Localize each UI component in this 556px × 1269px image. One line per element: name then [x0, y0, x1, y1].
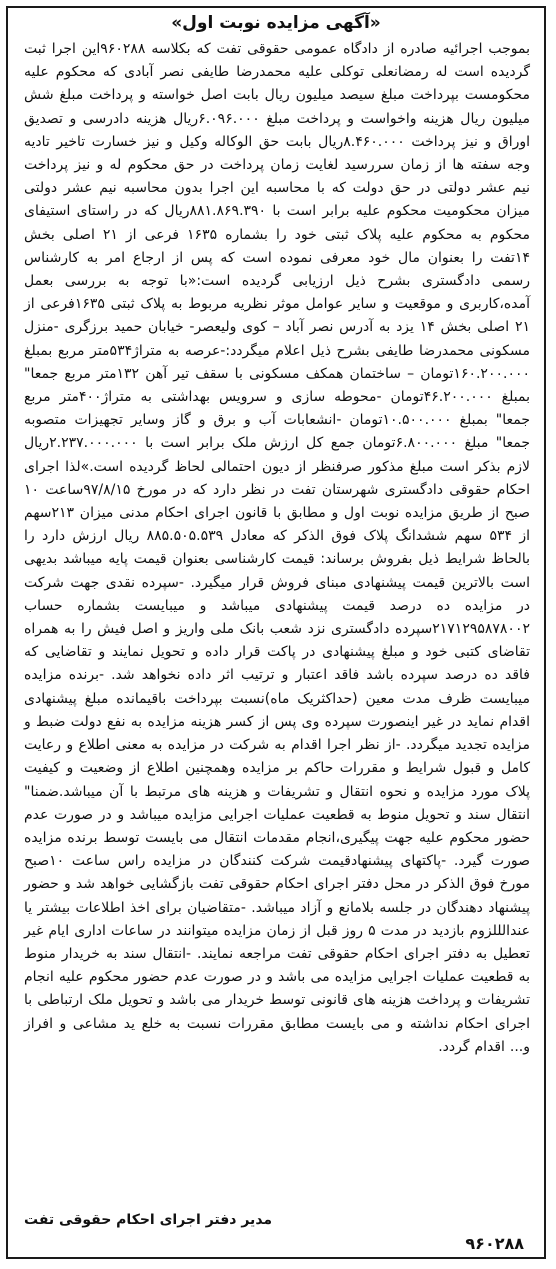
- notice-title: «آگهی مزایده نوبت اول»: [171, 13, 381, 33]
- notice-frame: [6, 6, 546, 1259]
- notice-signature: مدیر دفتر اجرای احکام حقوقی تفت: [24, 1212, 273, 1228]
- notice-case-code: ۹۶۰۲۸۸: [465, 1234, 524, 1253]
- notice-body: بموجب اجرائیه صادره از دادگاه عمومی حقوقی تفت که بکلاسه ۹۶۰۲۸۸این اجرا ثبت گردیده است له رمضانعلی توکلی علیه محمدرضا طایفی نصر آبادی که محکوم علیه محکومست بپرداخت مبلغ سیصد میلیون ریال بابت اصل خواسته و پرداخت مبلغ شش میلیون ریال هزینه واخواست و پرداخت مبلغ ۶.۰۹۶.۰۰۰ریال هزینه دادرسی و تصدیق اوراق و نیز پرداخت ۸.۴۶۰.۰۰۰ریال بابت حق الوکاله وکیل و نیز خسارت تاخیر تادیه وجه سفته ها از زمان سررسید لغایت زمان پرداخت در حق محکوم له و نیز پرداخت نیم عشر دولتی در حق دولت که با محاسبه این اجرا بدون محاسبه نیم عشر دولتی میزان محکومیت محکوم علیه برابر است با ۸۸۱.۸۶۹.۳۹۰ریال که در راستای استیفای محکوم به محکوم علیه پلاک ثبتی خود را بشماره ۱۶۳۵ فرعی از ۲۱ اصلی بخش ۱۴تفت را بعنوان مال خود معرفی نموده است که پس از ارجاع امر به کارشناس رسمی دادگستری بشرح ذیل ارزیابی گردیده است:«با توجه به بررسی بعمل آمده،کاربری و موقعیت و سایر عوامل موثر نظریه مربوط به پلاک ثبتی ۱۶۳۵فرعی از ۲۱ اصلی بخش ۱۴ یزد به آدرس نصر آباد – کوی ولیعصر- خیابان حمید برزگری -منزل مسکونی محمدرضا طایفی بشرح ذیل اعلام میگردد:-عرصه به متراژ۵۳۴متر مربع بمبلغ ۱۶۰.۲۰۰.۰۰۰تومان – ساختمان همکف مسکونی با سقف تیر آهن ۱۳۲متر مربع جمعا" بمبلغ ۴۶.۲۰۰.۰۰۰تومان -محوطه سازی و سرویس بهداشتی به متراژ۴۰۰متر مربع جمعا" بمبلغ ۱۰.۵۰۰.۰۰۰تومان -انشعابات آب و برق و گاز وسایر تجهیزات متصوبه جمعا" مبلغ ۶.۸۰۰.۰۰۰تومان جمع کل ارزش ملک برابر است با ۲.۲۳۷.۰۰۰.۰۰۰ریال لازم بذکر است مبلغ مذکور صرفنظر از دیون احتمالی لحاظ گردیده است.»لذا اجرای احکام حقوقی دادگستری شهرستان تفت در نظر دارد که در مورخ ۹۷/۸/۱۵ساعت ۱۰ صبح از طریق مزایده نوبت اول و مطابق با قانون اجرای احکام مدنی میزان ۲۱۳سهم از ۵۳۴ سهم ششدانگ پلاک فوق الذکر که معادل ۸۸۵.۵۰۵.۵۳۹ ریال ارزش دارد را بالحاظ شرایط ذیل بفروش برساند: قیمت کارشناسی بعنوان قیمت پایه میباشد بدیهی است بالاترین قیمت پیشنهادی مبنای فروش قرار میگیرد. -سپرده نقدی جهت شرکت در مزایده ده درصد قیمت پیشنهادی میباشد و میبایست بشماره حساب ۲۱۷۱۲۹۵۸۷۸۰۰۲سپرده دادگستری نزد شعب بانک ملی واریز و اصل فیش را به همراه تقاضای کتبی خود و مبلغ پیشنهادی در پاکت قرار داده و تحویل نمایند و تقاضایی که فاقد ده درصد سپرده باشد فاقد اعتبار و ترتیب اثر داده نخواهد شد. -برنده مزایده میبایست ظرف مدت معین (حداکثریک ماه)نسبت بپرداخت باقیمانده مبلغ پیشنهادی اقدام نماید در غیر اینصورت سپرده وی پس از کسر هزینه مزایده به نفع دولت ضبط و مزایده تجدید میگردد. -از نظر اجرا اقدام به شرکت در مزایده به معنی اطلاع و رعایت کامل و قبول شرایط و مقررات حاکم بر مزایده وهمچنین اطلاع از وضعیت و کیفیت پلاک مورد مزایده و نحوه انتقال و تشریفات و هزینه های مرتبط با آن میباشد.ضمنا" انتقال سند و تحویل منوط به قطعیت عملیات اجرایی مزایده میباشد و در صورت عدم حضور محکوم علیه جهت پیگیری،انجام مقدمات انتقال می بایست توسط برنده مزایده صورت گیرد. -پاکتهای پیشنهادقیمت شرکت کنندگان در مزایده راس ساعت ۱۰صبح مورخ فوق الذکر در محل دفتر اجرای احکام حقوقی تفت بازگشایی خواهد شد و حضور پیشنهاد دهندگان در جلسه بلامانع و آزاد میباشد. -متقاضیان برای اخذ اطلاعات بیشتر یا عندالللزوم بازدید در مدت ۵ روز قبل از زمان مزایده میتوانند در ساعات اداری ایام غیر تعطیل به دفتر اجرای احکام حقوقی تفت مراجعه نمایند. -انتقال سند به خریدار منوط به قطعیت عملیات اجرایی مزایده می باشد و در صورت عدم حضور محکوم علیه انجام تشریفات و پرداخت هزینه های قانونی توسط خریدار می باشد و تحویل ملک ارتباطی با اجرای احکام نداشته و می بایست مطابق مقررات نسبت به خلع ید مشاعی و افراز و... اقدام گردد.: [24, 41, 531, 1055]
